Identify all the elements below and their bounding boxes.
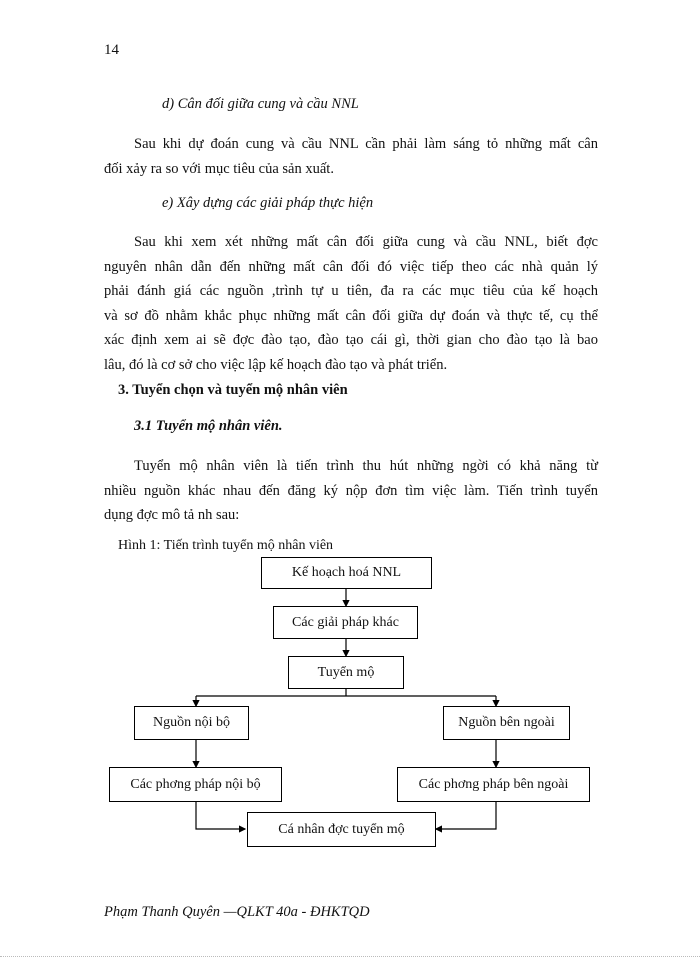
flow-box-label: Cá nhân đợc tuyển mộ [278, 821, 405, 837]
flow-box-label: Các phơng pháp nội bộ [130, 776, 261, 792]
section-e-heading: e) Xây dựng các giải pháp thực hiện [162, 195, 374, 211]
page-bottom-rule [0, 956, 700, 957]
paragraph-line: Sau khi xem xét những mất cân đối giữa cung và cầu NNL, biết đợc [134, 234, 598, 250]
paragraph-line: dụng đợc mô tả nh sau: [104, 507, 240, 523]
flow-box-label: Các phơng pháp bên ngoài [418, 776, 569, 792]
figure-caption: Hình 1: Tiến trình tuyển mộ nhân viên [118, 538, 334, 553]
paragraph-line: và sơ đồ nhằm khắc phục những mất cân đối giữa dự đoán và thực tế, cụ thể [104, 307, 598, 324]
paragraph-line: đối xảy ra so với mục tiêu của sản xuất. [104, 160, 334, 177]
flow-box-recruited [247, 812, 436, 847]
section-d-heading: d) Cân đối giữa cung và cầu NNL [162, 96, 359, 112]
flow-box-label: Kế hoạch hoá NNL [291, 565, 402, 580]
flow-box-alternatives [273, 606, 418, 639]
section-3-1-heading: 3.1 Tuyển mộ nhân viên. [134, 418, 283, 434]
flow-box-internal-methods [109, 767, 282, 802]
paragraph-line: lâu, đó là cơ sở cho việc lập kế hoạch đào tạo và phát triển. [104, 356, 448, 373]
arrow-external-methods-to-recruited [436, 802, 496, 829]
flow-box-external-source [443, 706, 570, 740]
page-footer: Phạm Thanh Quyên —QLKT 40a - ĐHKTQD [104, 904, 370, 920]
flow-box-plan [261, 557, 432, 589]
arrow-internal-methods-to-recruited [196, 802, 245, 829]
flow-box-external-methods [397, 767, 590, 802]
paragraph-line: Tuyển mộ nhân viên là tiến trình thu hút những ngời có khả năng từ [134, 458, 598, 474]
paragraph-line: Sau khi dự đoán cung và cầu NNL cần phải làm sáng tỏ những mất cân [134, 136, 598, 152]
flow-box-label: Nguồn bên ngoài [458, 715, 555, 730]
section-3-heading: 3. Tuyển chọn và tuyển mộ nhân viên [118, 382, 348, 398]
flow-box-internal-source [134, 706, 249, 740]
flow-box-label: Tuyển mộ [317, 664, 375, 680]
paragraph-line: nguyên nhân dẫn đến những mất cân đối đó việc tiếp theo các nhà quản lý [104, 258, 598, 275]
paragraph-line: xác định xem ai sẽ đợc đào tạo, đào tạo cái gì, thời gian cho đào tạo là bao [104, 332, 598, 348]
flow-box-label: Nguồn nội bộ [153, 715, 230, 730]
page-number: 14 [104, 42, 119, 58]
flow-box-label: Các giải pháp khác [292, 614, 399, 630]
paragraph-line: phải đánh giá các nguồn ,trình tự u tiên, đa ra các mục tiêu của kế hoạch [104, 283, 598, 299]
flow-box-recruit [288, 656, 404, 689]
paragraph-line: nhiều nguồn khác nhau đến đăng ký nộp đơn tìm việc làm. Tiến trình tuyển [104, 482, 598, 499]
